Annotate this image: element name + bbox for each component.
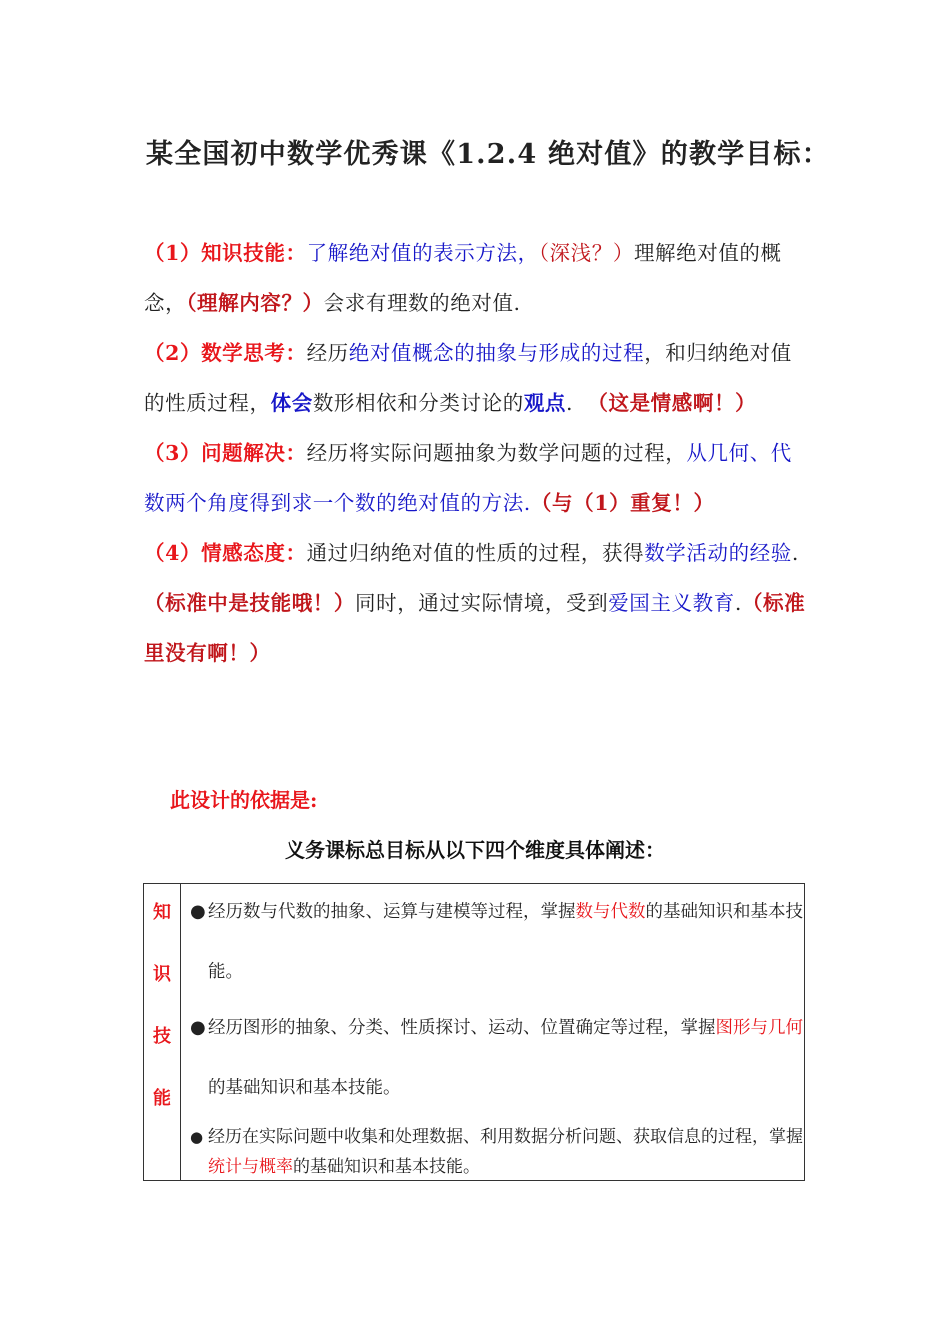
objective-text: ，和归纳绝对值的性质过程， <box>144 341 792 415</box>
objective-text: 观点 <box>523 391 567 415</box>
label-char: 能 <box>153 1088 171 1109</box>
objective-text: 理解绝对值的概念， <box>144 241 782 315</box>
objective-text: 数形相依和分类讨论的 <box>312 391 524 415</box>
item-text: 经历图形的抽象、分类、性质探讨、运动、位置确定等过程，掌握 <box>208 1018 716 1038</box>
item-text: 的基础知识和基本技能。 <box>208 902 803 982</box>
objective-text: 绝对值概念的抽象与形成的过程 <box>348 341 645 365</box>
objective-label: （3）问题解决： <box>144 441 307 465</box>
item-highlight: 数与代数 <box>575 902 646 922</box>
objectives-section <box>144 228 809 678</box>
objective-text: . <box>734 591 742 615</box>
item-text: 的基础知识和基本技能。 <box>293 1157 480 1177</box>
list-item <box>190 1122 803 1182</box>
objective-label: （4）情感态度： <box>144 541 307 565</box>
objective-text: 体会 <box>270 391 313 415</box>
objective-text: 爱国主义教育 <box>608 591 735 615</box>
label-char: 识 <box>153 964 171 985</box>
objective-text: . <box>791 541 800 565</box>
objective-knowledge-skills <box>144 228 809 328</box>
objective-text: 通过归纳绝对值的性质的过程，获得 <box>306 541 645 565</box>
objective-comment: （这是情感啊！） <box>587 391 757 415</box>
table-label-cell <box>144 884 181 1180</box>
bullet-icon: ● <box>190 1128 204 1146</box>
label-char: 技 <box>153 1026 171 1047</box>
standards-subtitle: 义务课标总目标从以下四个维度具体阐述： <box>285 838 665 862</box>
objective-math-thinking <box>144 328 809 428</box>
list-item-text <box>208 998 803 1118</box>
page-title: 某全国初中数学优秀课《1.2.4 绝对值》的教学目标： <box>146 139 830 170</box>
list-item-text <box>208 882 803 1002</box>
item-text: 经历数与代数的抽象、运算与建模等过程，掌握 <box>208 902 576 922</box>
objective-label: （2）数学思考： <box>144 341 307 365</box>
objective-text: 同时，通过实际情境，受到 <box>355 591 609 615</box>
objective-text: 会求有理数的绝对值. <box>323 291 521 315</box>
objective-problem-solving <box>144 428 809 528</box>
objective-text: 经历 <box>306 341 349 365</box>
item-highlight: 图形与几何 <box>715 1018 803 1038</box>
bullet-icon: ● <box>190 901 206 922</box>
item-text: 经历在实际问题中收集和处理数据、利用数据分析问题、获取信息的过程，掌握 <box>208 1127 803 1147</box>
objective-text: 数学活动的经验 <box>644 541 792 565</box>
objective-comment: （与（1）重复！） <box>530 491 715 515</box>
item-text: 的基础知识和基本技能。 <box>208 1078 401 1098</box>
objective-comment: （理解内容？） <box>186 291 324 315</box>
objective-comment: （深浅？） <box>538 241 634 265</box>
objective-comment: （标准中是技能哦！） <box>144 591 355 615</box>
basis-heading: 此设计的依据是: <box>170 788 318 812</box>
objective-text: . <box>566 391 588 415</box>
item-highlight: 统计与概率 <box>208 1157 293 1177</box>
objective-text: 从几何、代数两个角度得到求一个数的绝对值的方法. <box>144 441 792 515</box>
objective-text: 经历将实际问题抽象为数学问题的过程， <box>306 441 687 465</box>
label-char: 知 <box>153 902 171 923</box>
standards-table <box>143 883 805 1181</box>
objective-emotion-attitude <box>144 528 809 678</box>
list-item-text <box>208 1122 803 1182</box>
objective-comment: （标准里没有啊！） <box>144 591 806 665</box>
objective-text: 了解绝对值的表示方法， <box>306 241 539 265</box>
bullet-icon: ● <box>190 1017 206 1038</box>
objective-label: （1）知识技能： <box>144 241 307 265</box>
